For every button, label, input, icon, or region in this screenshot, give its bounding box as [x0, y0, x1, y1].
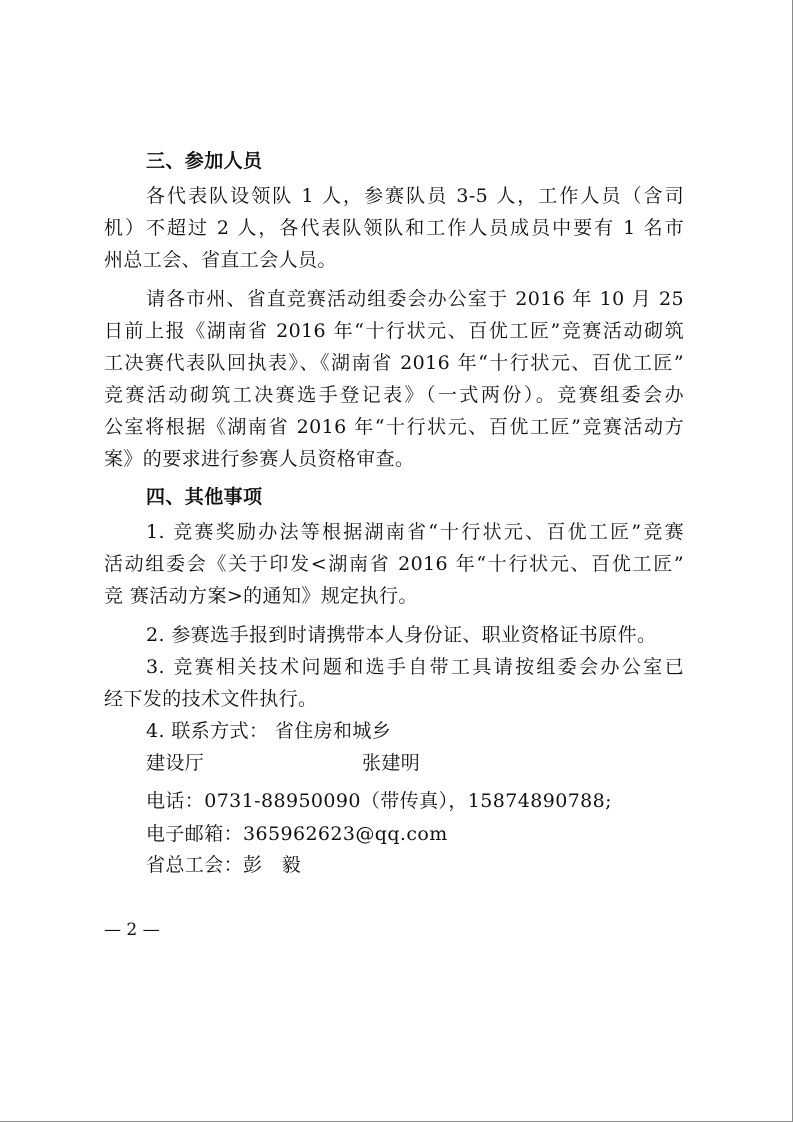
paragraph-line: 日前上报《湖南省 2016 年“十行状元、百优工匠”竞赛活动砌筑 [104, 320, 684, 342]
section-heading-participants: 三、参加人员 [146, 150, 263, 172]
contact-email: 电子邮箱：365962623@qq.com [146, 823, 448, 845]
contact-phone: 电话：0731-88950090（带传真），15874890788; [146, 790, 612, 812]
section-heading-other-matters: 四、其他事项 [146, 486, 263, 508]
paragraph-line: 3. 竞赛相关技术问题和选手自带工具请按组委会办公室已 [146, 656, 684, 678]
paragraph-line: 2. 参赛选手报到时请携带本人身份证、职业资格证书原件。 [146, 624, 657, 646]
paragraph-line: 工决赛代表队回执表》、《湖南省 2016 年“十行状元、百优工匠” [104, 352, 684, 374]
paragraph-line: 竞赛活动砌筑工决赛选手登记表》（一式两份）。竞赛组委会办 [104, 384, 684, 406]
paragraph-line: 州总工会、省直工会人员。 [104, 249, 337, 271]
contact-union: 省总工会：彭 毅 [146, 854, 302, 876]
paragraph-line: 1. 竞赛奖励办法等根据湖南省“十行状元、百优工匠”竞赛 [146, 521, 684, 543]
page-number: — 2 — [104, 920, 160, 940]
paragraph-line: 经下发的技术文件执行。 [104, 688, 318, 710]
paragraph-line: 活动组委会《关于印发<湖南省 2016 年“十行状元、百优工匠” [104, 553, 684, 575]
contact-department: 建设厅 [146, 752, 205, 774]
contact-person: 张建明 [362, 752, 421, 774]
contact-label-line: 4. 联系方式： 省住房和城乡 [146, 720, 392, 742]
paragraph-line: 公室将根据《湖南省 2016 年“十行状元、百优工匠”竞赛活动方 [104, 416, 684, 438]
paragraph-line: 机）不超过 2 人，各代表队领队和工作人员成员中要有 1 名市 [104, 217, 684, 239]
paragraph-line: 各代表队设领队 1 人，参赛队员 3-5 人，工作人员（含司 [146, 185, 684, 207]
paragraph-line: 案》的要求进行参赛人员资格审查。 [104, 448, 415, 470]
paragraph-line: 请各市州、省直竞赛活动组委会办公室于 2016 年 10 月 25 [146, 288, 684, 310]
paragraph-line: 竞 赛活动方案>的通知》规定执行。 [104, 585, 418, 607]
